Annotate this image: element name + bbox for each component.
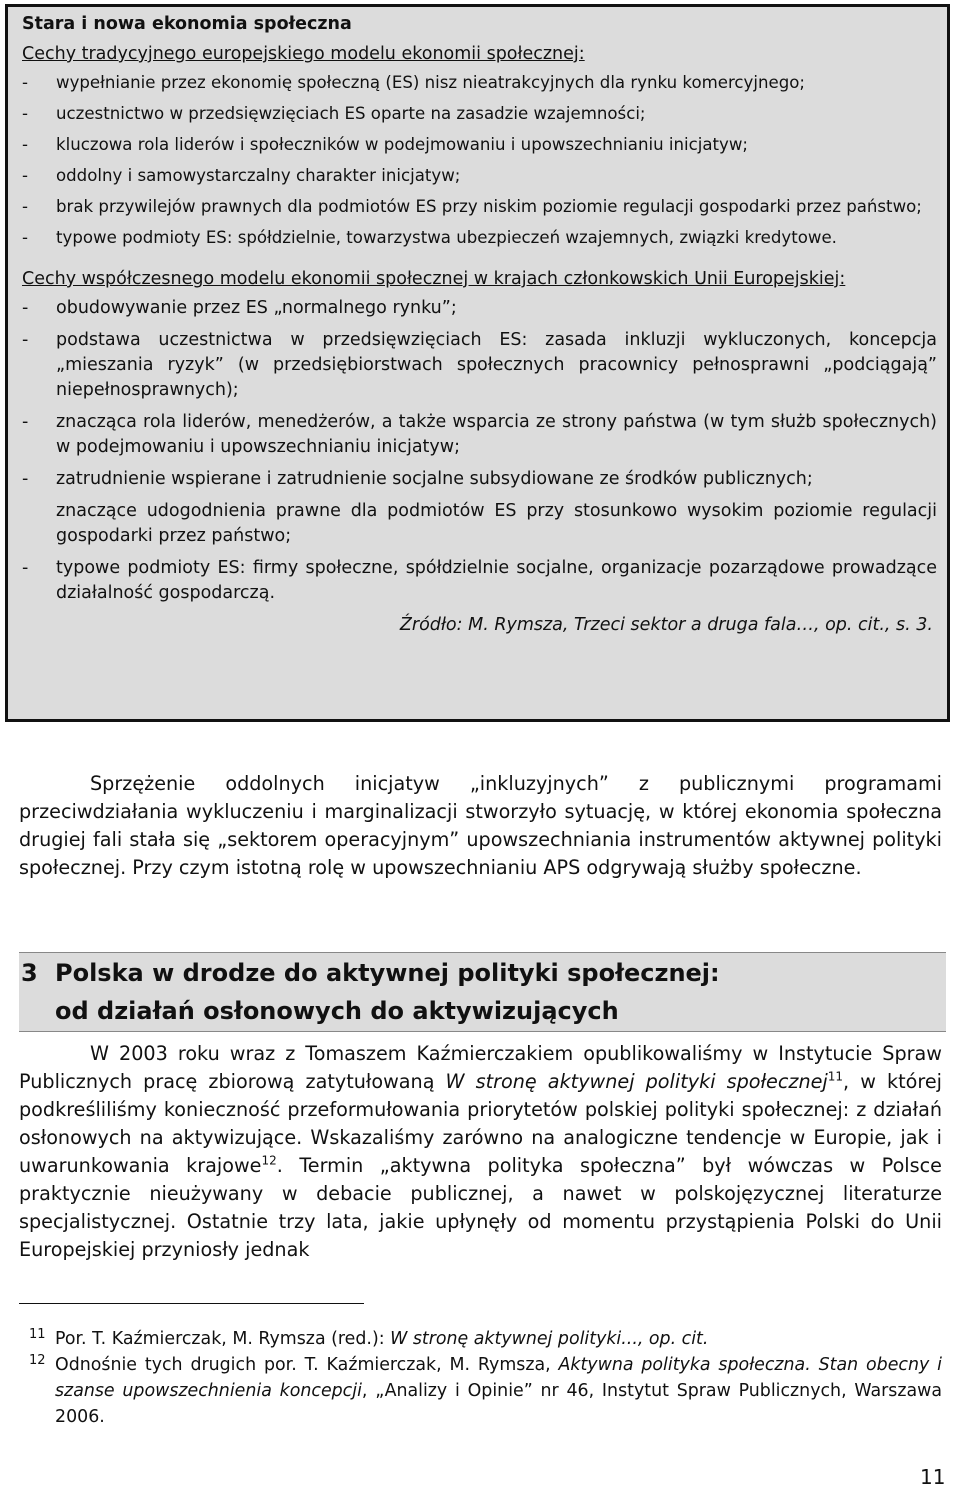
footnote-number: 11 — [29, 1327, 46, 1342]
list-item: - oddolny i samowystarczalny charakter inicjatyw; — [22, 166, 461, 185]
footnote-ref-11[interactable]: 11 — [827, 1069, 844, 1084]
list-item: - zatrudnienie wspierane i zatrudnienie socjalne subsydiowane ze środków publicznych; — [22, 469, 813, 489]
section-heading — [19, 952, 946, 1032]
list-item: - kluczowa rola liderów i społeczników w podejmowaniu i upowszechnianiu inicjatyw; — [22, 135, 749, 154]
list-item: - brak przywilejów prawnych dla podmiotów ES przy niskim poziomie regulacji gospodarki przez państwo; — [22, 197, 922, 216]
footnote-ref-12[interactable]: 12 — [261, 1153, 277, 1168]
list-item: - typowe podmioty ES: firmy społeczne, spółdzielnie socjalne, organizacje pozarządowe prowadzące działalność gospodarczą. — [22, 558, 937, 603]
list-item: - typowe podmioty ES: spółdzielnie, towarzystwa ubezpieczeń wzajemnych, związki kredytowe. — [22, 228, 837, 247]
traditional-heading: Cechy tradycyjnego europejskiego modelu ekonomii społecznej: — [22, 44, 585, 64]
cited-title: W stronę aktywnej polityki społecznej — [445, 1070, 828, 1093]
page-number: 11 — [920, 1465, 946, 1489]
footnote-number: 12 — [29, 1353, 46, 1368]
list-item: znaczące udogodnienia prawne dla podmiotów ES przy stosunkowo wysokim poziomie regulacji gospodarki przez państwo; — [56, 501, 937, 546]
traditional-list — [22, 71, 937, 250]
box-source: Źródło: M. Rymsza, Trzeci sektor a druga fala…, op. cit., s. 3. — [399, 615, 933, 635]
paragraph-2: W 2003 roku wraz z Tomaszem Kaźmierczakiem opublikowaliśmy w Instytucie Spraw Publicznych pracę zbiorową zatytułowaną W stronę aktywnej polityki społecznej$^{11}$, w której podkreśliliśmy konieczność przeformułowania priorytetów polskiej polityki społecznej: z działań osłonowych na aktywizujące. Wskazaliśmy zarówno na analogiczne tendencje w Europie, jak i uwarunkowania krajowe$^{12}$. Termin „aktywna polityka społeczna” był wówczas w Polsce praktycznie nieużywany w debacie publicznej, a nawet w polskojęzycznej literaturze specjalistycznej. Ostatnie trzy lata, jakie upłynęły od momentu przystąpienia Polski do Unii Europejskiej przyniosły jednak — [19, 1042, 942, 1261]
list-item: - znacząca rola liderów, menedżerów, a także wsparcia ze strony państwa (w tym służb społecznych) w podejmowaniu i upowszechnianiu inicjatyw; — [22, 412, 937, 457]
list-item: - obudowywanie przez ES „normalnego rynku”; — [22, 298, 457, 318]
modern-heading: Cechy współczesnego modelu ekonomii społecznej w krajach członkowskich Unii Europejskiej: — [22, 269, 846, 289]
footnote-12: 12 Odnośnie tych drugich por. T. Kaźmierczak, M. Rymsza, Aktywna polityka społeczna. Stan obecny i szanse upowszechnienia koncepcji, „Analizy i Opinie” nr 46, Instytut Spraw Publicznych, Warszawa 2006. — [19, 1352, 942, 1430]
footnote-separator — [19, 1303, 364, 1304]
info-box — [5, 4, 950, 722]
section-title-line1: Polska w drodze do aktywnej polityki społecznej: — [55, 959, 720, 987]
paragraph-1: Sprzężenie oddolnych inicjatyw „inkluzyjnych” z publicznymi programami przeciwdziałania wykluczeniu i marginalizacji stworzyło sytuację, w której ekonomia społeczna drugiej fali stała się „sektorem operacyjnym” upowszechniania instrumentów aktywnej polityki społecznej. Przy czym istotną rolę w upowszechnianiu APS odgrywają służby społeczne. — [19, 772, 942, 879]
list-item: - podstawa uczestnictwa w przedsięwzięciach ES: zasada inkluzji wykluczonych, koncepcja „mieszania ryzyk” (w przedsiębiorstwach społecznych pracownicy pełnosprawni „podciągają” niepełnosprawnych); — [22, 330, 937, 400]
list-item: - uczestnictwo w przedsięwzięciach ES oparte na zasadzie wzajemności; — [22, 104, 646, 123]
section-title-line2: od działań osłonowych do aktywizujących — [55, 997, 619, 1025]
footnote-11: 11 Por. T. Kaźmierczak, M. Rymsza (red.): W stronę aktywnej polityki..., op. cit. — [19, 1326, 942, 1352]
modern-list — [22, 296, 937, 606]
section-number: 3 — [21, 959, 38, 987]
box-title: Stara i nowa ekonomia społeczna — [22, 14, 352, 34]
list-item: - wypełnianie przez ekonomię społeczną (ES) nisz nieatrakcyjnych dla rynku komercyjnego; — [22, 73, 805, 92]
